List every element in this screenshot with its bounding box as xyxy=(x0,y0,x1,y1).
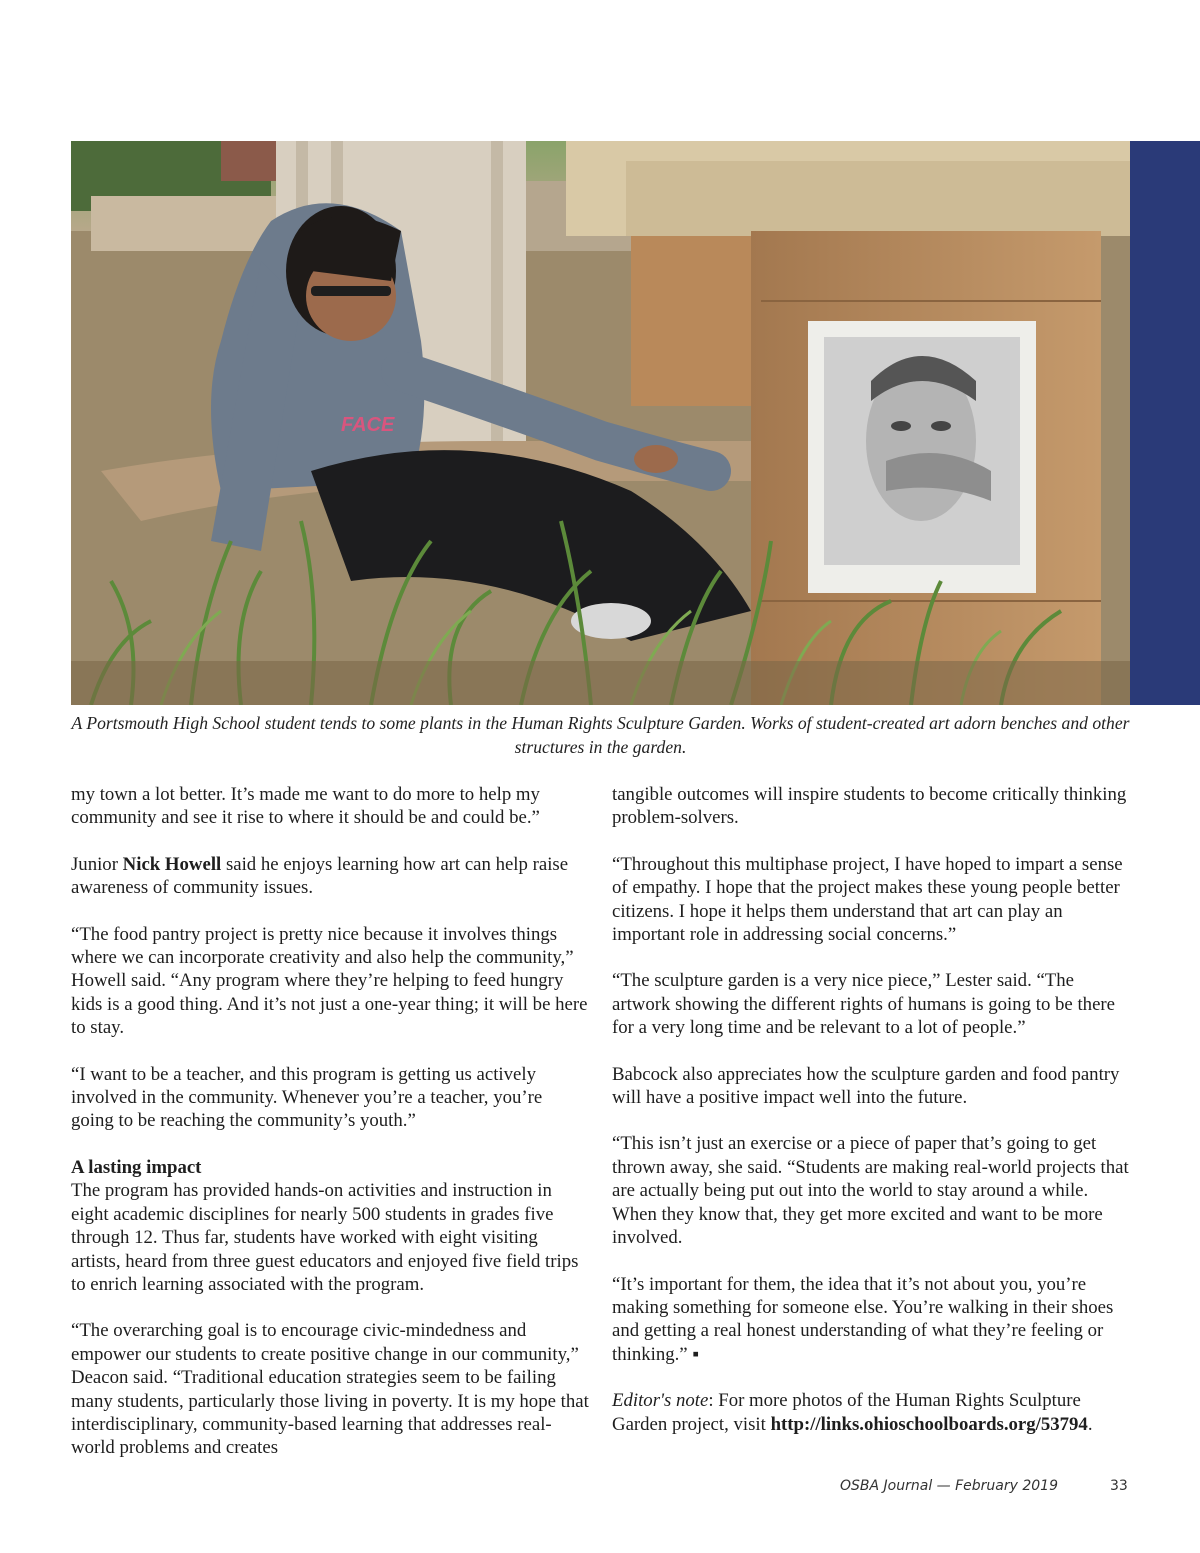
photo-caption: A Portsmouth High School student tends to some plants in the Human Rights Sculpture Garden. Works of student-created art adorn benches and other structures in the garden. xyxy=(71,713,1130,757)
paragraph: “It’s important for them, the idea that it’s not about you, you’re making something for someone else. You’re walking in their shoes and getting a real honest understanding of what they’re feeling or thinking.” ▪ xyxy=(612,1273,1114,1365)
section-heading: A lasting impact xyxy=(71,1156,202,1178)
shirt-text: FACE xyxy=(341,414,395,436)
paragraph: Junior Nick Howell said he enjoys learning how art can help raise awareness of community issues. xyxy=(71,853,569,899)
article-column-left xyxy=(71,783,589,1483)
paragraph: Babcock also appreciates how the sculpture garden and food pantry will have a positive impact well into the future. xyxy=(612,1063,1120,1109)
more-photos-link[interactable]: http://links.ohioschoolboards.org/53794 xyxy=(770,1413,1088,1435)
paragraph: “The sculpture garden is a very nice piece,” Lester said. “The artwork showing the different rights of humans is going to be there for a very long time and be relevant to a lot of people.” xyxy=(612,970,1115,1039)
journal-issue: OSBA Journal — February 2019 xyxy=(840,1478,1058,1494)
paragraph: The program has provided hands-on activities and instruction in eight academic disciplines for nearly 500 students in grades five through 12. Thus far, students have worked with eight visiting artists, heard from three guest educators and enjoyed five field trips to enrich learning associated with the program. xyxy=(71,1180,579,1295)
editors-note: Editor's note: For more photos of the Human Rights Sculpture Garden project, visit http://links.ohioschoolboards.org/53794. xyxy=(612,1390,1093,1435)
accent-side-bar xyxy=(1130,141,1200,705)
person-name: Nick Howell xyxy=(122,853,222,875)
garden-photo-illustration xyxy=(71,141,1130,705)
paragraph: “The food pantry project is pretty nice because it involves things where we can incorporate creativity and also help the community,” Howell said. “Any program where they’re helping to feed hungry kids is a good thing. And it’s not just a one-year thing; it will be here to stay. xyxy=(71,923,588,1039)
article-column-right xyxy=(612,783,1130,1459)
paragraph: tangible outcomes will inspire students to become critically thinking problem-solvers. xyxy=(612,784,1127,829)
garden-photo xyxy=(71,141,1130,705)
paragraph: “I want to be a teacher, and this program is getting us actively involved in the community. Whenever you’re a teacher, you’re going to be reaching the community’s youth.” xyxy=(71,1063,543,1132)
paragraph: my town a lot better. It’s made me want to do more to help my community and see it rise to where it should be and could be.” xyxy=(71,784,540,829)
paragraph: “The overarching goal is to encourage civic-mindedness and empower our students to create positive change in our community,” Deacon said. “Traditional education strategies seem to be failing many students, particularly those living in poverty. It is my hope that interdisciplinary, community-based learning that addresses real-world problems and creates xyxy=(71,1320,589,1459)
editors-note-label: Editor's note xyxy=(612,1390,709,1412)
page-footer xyxy=(840,1478,1140,1494)
paragraph: “This isn’t just an exercise or a piece of paper that’s going to get thrown away, she said. “Students are making real-world projects that are actually being put out into the world to stay around a while. When they know that, they get more excited and want to be more involved. xyxy=(612,1133,1129,1249)
page-number: 33 xyxy=(1110,1478,1128,1494)
paragraph: “Throughout this multiphase project, I have hoped to impart a sense of empathy. I hope that the project makes these young people better citizens. I hope it helps them understand that art can play an important role in addressing social concerns.” xyxy=(612,853,1123,946)
